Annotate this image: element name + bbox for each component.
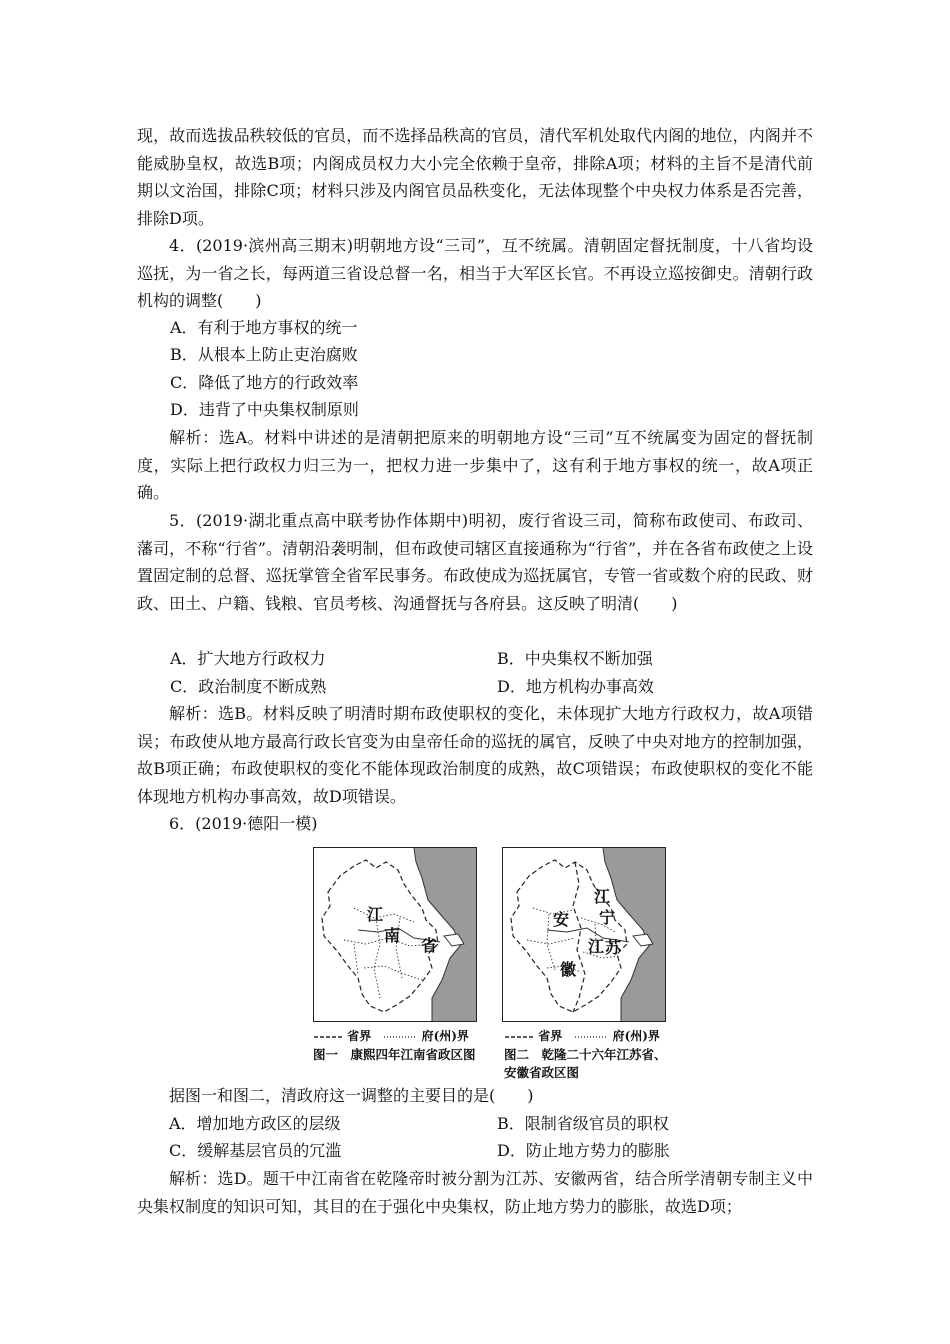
q4-option-d: D．违背了中央集权制原则 [170, 400, 359, 419]
province-border-symbol [504, 1032, 534, 1042]
province-border-symbol [313, 1032, 343, 1042]
map2-label-jiang-bottom: 江 [588, 937, 605, 956]
figure-1-caption: 图一 康熙四年江南省政区图 [313, 1047, 476, 1062]
map2-legend [504, 1027, 660, 1044]
outer-province-border [511, 860, 627, 1012]
q6-option-b: B．限制省级官员的职权 [497, 1114, 669, 1133]
jiangsu-anhui-border [573, 862, 585, 1012]
figure-2-caption-line2: 安徽省政区图 [504, 1065, 580, 1080]
map2-label-an: 安 [553, 910, 570, 929]
q6-analysis: 解析：选D。题干中江南省在乾隆帝时被分割为江苏、安徽两省，结合所学清朝专制主义中央集权制度的知识可知，其目的在于强化中央集权，防止地方势力的膨胀，故选D项； [137, 1169, 813, 1216]
map1-label-sheng: 省 [421, 936, 438, 955]
q5-option-b: B．中央集权不断加强 [497, 649, 653, 668]
prefecture-border-symbol [383, 1032, 417, 1042]
legend-prefecture-label: 府(州)界 [612, 1029, 660, 1043]
legend-province-label: 省界 [347, 1029, 372, 1043]
legend-province-label: 省界 [538, 1029, 563, 1043]
intro-paragraph: 现，故而选拔品秩较低的官员，而不选择品秩高的官员，清代军机处取代内阁的地位，内阁并不能威胁皇权，故选B项；内阁成员权力大小完全依赖于皇帝，排除A项；材料的主旨不是清代前期以文治国，排除C项；材料只涉及内阁官员品秩变化，无法体现整个中央权力体系是否完善，排除D项。 [137, 126, 813, 228]
q4-option-a: A．有利于地方事权的统一 [170, 318, 358, 337]
map2-label-jiang-top: 江 [594, 887, 611, 906]
question-5-stem: 5．(2019·湖北重点高中联考协作体期中)明初，废行省设三司，简称布政使司、布政司、藩司，不称“行省”。清朝沿袭明制，但布政使司辖区直接通称为“行省”，并在各省布政使之上设置固定制的总督、巡抚掌管全省军民事务。布政使成为巡抚属官，专管一省或数个府的民政、财政、田土、户籍、钱粮、官员考核、沟通督抚与各府县。这反映了明清( ) [137, 511, 813, 613]
prefecture-border-symbol [574, 1032, 608, 1042]
q6-option-c: C．缓解基层官员的冗滥 [169, 1141, 342, 1160]
map1-label-jiang: 江 [367, 905, 384, 924]
question-6-stem: 6．(2019·德阳一模) [169, 814, 318, 833]
sea-area [414, 848, 476, 1021]
q6-option-d: D．防止地方势力的膨胀 [497, 1141, 670, 1160]
map1-legend [313, 1027, 469, 1044]
legend-prefecture-label: 府(州)界 [421, 1029, 469, 1043]
map1-label-nan: 南 [384, 926, 401, 945]
q6-option-a: A．增加地方政区的层级 [169, 1114, 341, 1133]
prefecture-borders [344, 905, 432, 998]
q5-option-c: C．政治制度不断成熟 [170, 677, 327, 696]
map2-label-ning: 宁 [599, 908, 616, 927]
map2-label-hui: 徽 [560, 960, 577, 979]
q4-option-b: B．从根本上防止吏治腐败 [170, 345, 358, 364]
sea-area [603, 848, 665, 1021]
map-kangxi-jiangnan [313, 847, 477, 1022]
map-qianlong-jiangsu-anhui [502, 847, 666, 1022]
q6-question: 据图一和图二，清政府这一调整的主要目的是( ) [169, 1086, 534, 1105]
q5-analysis: 解析：选B。材料反映了明清时期布政使职权的变化，未体现扩大地方行政权力，故A项错误；布政使从地方最高行政长官变为由皇帝任命的巡抚的属官，反映了中央对地方的控制加强，故B项正确；布政使职权的变化不能体现政治制度的成熟，故C项错误；布政使职权的变化不能体现地方机构办事高效，故D项错误。 [137, 704, 813, 806]
q4-analysis: 解析：选A。材料中讲述的是清朝把原来的明朝地方设“三司”互不统属变为固定的督抚制度，实际上把行政权力归三为一，把权力进一步集中了，这有利于地方事权的统一，故A项正确。 [137, 428, 813, 502]
q4-option-c: C．降低了地方的行政效率 [170, 373, 359, 392]
map-qianlong-drawing [503, 848, 665, 1021]
question-4-stem: 4．(2019·滨州高三期末)明朝地方设“三司”，互不统属。清朝固定督抚制度，十八省均设巡抚，为一省之长，每两道三省设总督一名，相当于大军区长官。不再设立巡按御史。清朝行政机构的调整( ) [137, 236, 813, 310]
q5-option-d: D．地方机构办事高效 [497, 677, 654, 696]
map2-label-su: 苏 [605, 938, 622, 957]
figure-2-caption-line1: 图二 乾隆二十六年江苏省、 [504, 1047, 667, 1062]
q5-option-a: A．扩大地方行政权力 [170, 649, 326, 668]
